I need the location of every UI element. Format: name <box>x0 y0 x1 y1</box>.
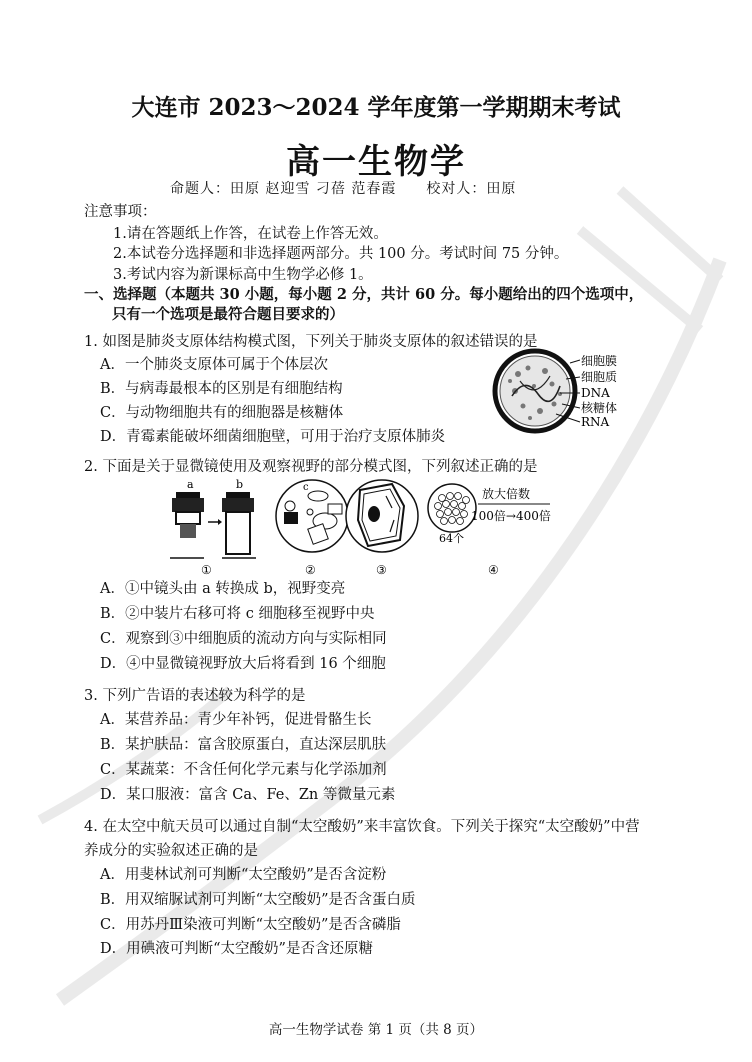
cell-count-label: 64个 <box>439 532 464 545</box>
section-heading: 一、选择题（本题共 30 小题，每小题 2 分，共计 60 分。每小题给出的四个选项中， <box>84 286 644 303</box>
label-cell-membrane: 细胞膜 <box>581 354 618 368</box>
label-rna: RNA <box>581 415 610 429</box>
section-heading-cont: 只有一个选项是最符合题目要求的） <box>112 306 344 323</box>
question-4-stem: 4. 在太空中航天员可以通过自制“太空酸奶”来丰富饮食。下列关于探究“太空酸奶”中营 <box>84 819 640 835</box>
question-4-stem-cont: 养成分的实验叙述正确的是 <box>84 843 258 859</box>
cell-c-label: c <box>303 482 309 493</box>
question-2-option-b: B．②中装片右移可将 c 细胞移至视野中央 <box>100 606 375 622</box>
question-4-option-b: B．用双缩脲试剂可判断“太空酸奶”是否含蛋白质 <box>100 892 416 908</box>
authors-line <box>170 178 516 198</box>
notice-heading: 注意事项： <box>84 204 157 220</box>
question-4-option-d: D．用碘液可判断“太空酸奶”是否含还原糖 <box>100 941 373 957</box>
microscope-figure <box>160 476 580 576</box>
label-ribosome: 核糖体 <box>581 401 618 415</box>
field-of-view-2 <box>276 480 348 552</box>
question-1-option-a: A．一个肺炎支原体可属于个体层次 <box>100 357 328 373</box>
question-2-option-d: D．④中显微镜视野放大后将看到 16 个细胞 <box>100 656 386 672</box>
magnification-change: 100倍→400倍 <box>471 509 551 523</box>
question-2-stem: 2. 下面是关于显微镜使用及观察视野的部分模式图，下列叙述正确的是 <box>84 459 538 475</box>
checker-label: 校对人：田原 <box>426 181 517 197</box>
question-3-option-a: A．某营养品：青少年补钙，促进骨骼生长 <box>100 712 372 728</box>
figure-number-3: ③ <box>376 563 387 576</box>
authors-label: 命题人：田原 赵迎雪 刁蓓 范春霞 <box>170 181 397 197</box>
lens-b <box>222 492 254 554</box>
magnification-label: 放大倍数 <box>482 487 531 501</box>
field-of-view-3 <box>346 480 418 552</box>
question-1-stem: 1. 如图是肺炎支原体结构模式图，下列关于肺炎支原体的叙述错误的是 <box>84 334 538 350</box>
label-dna: DNA <box>581 386 610 400</box>
question-2-option-a: A．①中镜头由 a 转换成 b，视野变亮 <box>100 581 346 597</box>
question-3-option-d: D．某口服液：富含 Ca、Fe、Zn 等微量元素 <box>100 787 396 803</box>
question-1-option-c: C．与动物细胞共有的细胞器是核糖体 <box>100 405 344 421</box>
question-3-stem: 3. 下列广告语的表述较为科学的是 <box>84 688 306 704</box>
question-4-option-c: C．用苏丹Ⅲ染液可判断“太空酸奶”是否含磷脂 <box>100 917 401 933</box>
question-3-option-b: B．某护肤品：富含胶原蛋白，直达深层肌肤 <box>100 737 387 753</box>
lens-a <box>172 492 204 538</box>
subject-title: 高一生物学 <box>286 142 466 182</box>
figure-number-2: ② <box>305 563 316 576</box>
exam-title: 大连市 2023～2024 学年度第一学期期末考试 <box>131 94 621 121</box>
question-2-option-c: C．观察到③中细胞质的流动方向与实际相同 <box>100 631 387 647</box>
figure-number-4: ④ <box>488 563 499 576</box>
lens-b-label: b <box>236 478 244 491</box>
figure-number-1: ① <box>201 563 212 576</box>
question-3-option-c: C．某蔬菜：不含任何化学元素与化学添加剂 <box>100 762 387 778</box>
question-1-option-b: B．与病毒最根本的区别是有细胞结构 <box>100 381 343 397</box>
question-1-option-d: D．青霉素能破坏细菌细胞壁，可用于治疗支原体肺炎 <box>100 429 446 445</box>
notice-item: 2.本试卷分选择题和非选择题两部分。共 100 分。考试时间 75 分钟。 <box>113 246 569 262</box>
question-4-option-a: A．用斐林试剂可判断“太空酸奶”是否含淀粉 <box>100 867 387 883</box>
notice-item: 1.请在答题纸上作答，在试卷上作答无效。 <box>113 226 388 242</box>
mycoplasma-diagram <box>490 346 630 438</box>
lens-a-label: a <box>187 478 194 491</box>
field-of-view-4 <box>428 484 476 532</box>
page-footer: 高一生物学试卷 第 1 页（共 8 页） <box>268 1022 484 1038</box>
notice-item: 3.考试内容为新课标高中生物学必修 1。 <box>113 267 373 283</box>
label-cytoplasm: 细胞质 <box>581 370 618 384</box>
